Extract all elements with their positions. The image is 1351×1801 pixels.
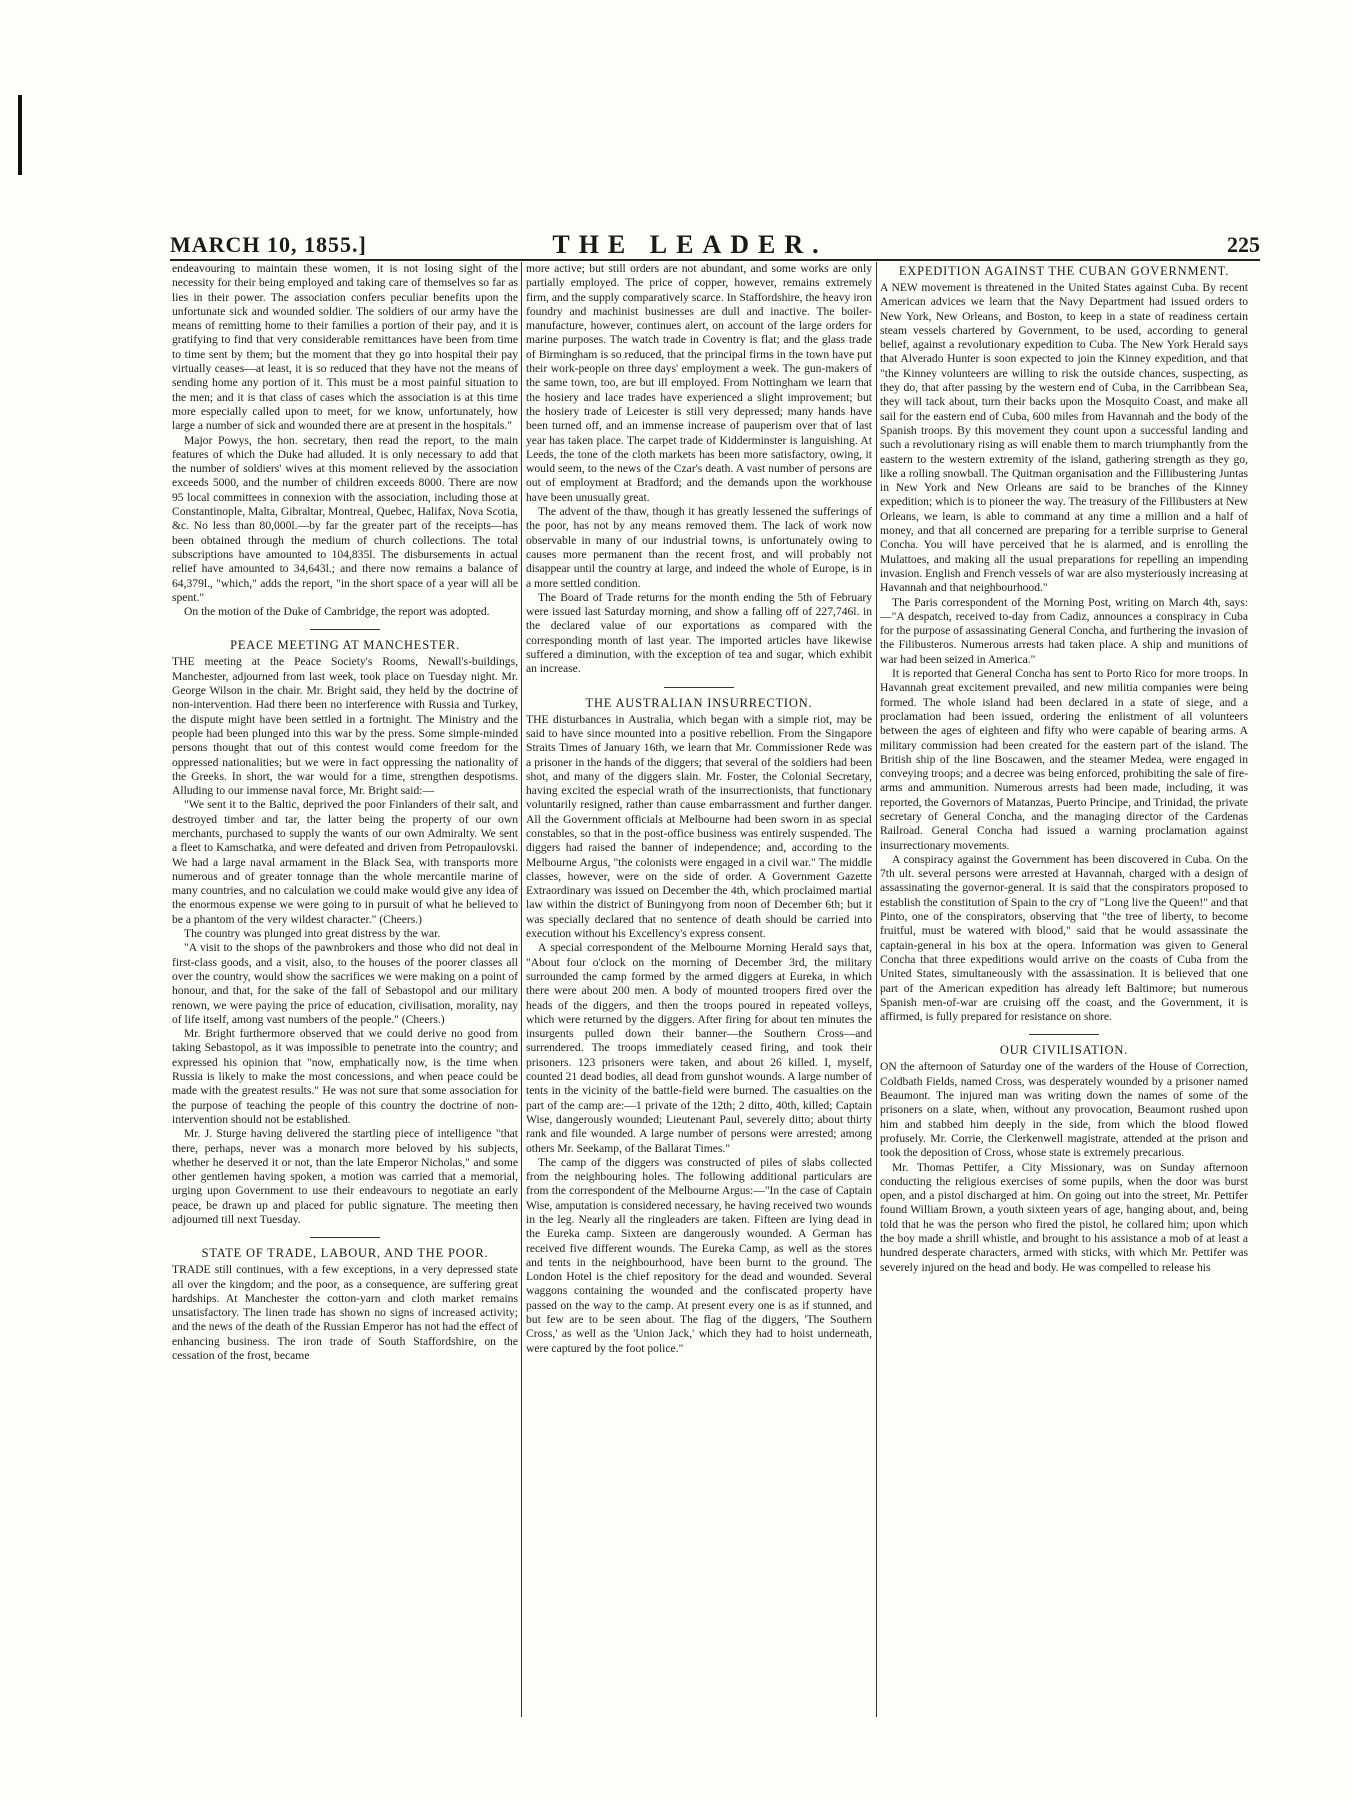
- section-divider: [1029, 1034, 1099, 1035]
- newspaper-title: THE LEADER.: [552, 230, 828, 259]
- article-paragraph: Mr. Bright furthermore observed that we could derive no good from taking Sebastopol, as it was impossible to penetrate into the country; and expressed his opinion that "now, emphatically now, is the time when Russia is likely to make the most concessions, and when peace could be made with the greatest results." He was not sure that some association for the purpose of teaching the people of this country the doctrine of non-intervention should not be established.: [172, 1027, 518, 1126]
- article-paragraph: more active; but still orders are not abundant, and some works are only partially employed. The price of copper, however, remains extremely firm, and the supply comparatively scarce. In Staffordshire, the heavy iron foundry and machinist businesses are dull and inactive. The boiler-manufacture, however, continues alert, on account of the large orders for marine purposes. The watch trade in Coventry is flat; and the glass trade of Birmingham is so reduced, that the principal firms in the town have put their work-people on three days' employment a week. The gun-makers of the same town, too, are but ill employed. From Nottingham we learn that the hosiery and lace trades have experienced a slight improvement; but the hosiery trade of Leicester is still very depressed; many hands have been turned off, and an immense increase of pauperism over that of last year has taken place. The carpet trade of Kidderminster is languishing. At Leeds, the tone of the cloth markets has been more satisfactory, owing, it would seem, to the news of the Czar's death. A vast number of persons are out of employment at Bradford; and the demands upon the workhouse have been unusually great.: [526, 262, 872, 504]
- article-paragraph: A NEW movement is threatened in the United States against Cuba. By recent American advices we learn that the Navy Department had issued orders to New York, New Orleans, and Boston, to keep in a state of readiness certain steam vessels chartered by Government, to be used, according to general belief, against a revolutionary expedition to Cuba. The New York Herald says that Alverado Hunter is soon expected to join the Kinney expedition, and that "the Kinney volunteers are willing to risk the outside chances, suspecting, as they do, that after passing by the western end of Cuba, in the Carribbean Sea, they will tack about, turn their backs upon the Mosquito Coast, and make all sail for the eastern end of Cuba, 600 miles from Havannah and the body of the Spanish troops. By this movement they count upon a successful landing and such a revolutionary rising as will enable them to march triumphantly from the eastern to the western extremity of the island, gathering strength as they go, like a rolling snowball. The Quitman organisation and the Fillibustering Juntas in New York and New Orleans are said to be branches of the Kinney expedition; which is to pioneer the way. The treasury of the Fillibusters at New Orleans, we learn, is able to command at any time a million and a half of money, and that all concerned are preparing for a terrible surprise to General Concha. You will have perceived that he is alarmed, and is enrolling the Mulattoes, and making all the usual preparations for repelling an impending invasion. English and French vessels of war are also mysteriously increasing at Havannah and that neighbourhood.": [880, 281, 1248, 595]
- column-rule: [876, 262, 877, 1717]
- article-quote: "A visit to the shops of the pawnbrokers and those who did not deal in first-class goods, and a visit, also, to the houses of the poorer classes all over the country, would show the sacrifices we were making on a point of honour, and that, for the sake of the fall of Sebastopol and our military renown, we were paying the price of education, civilisation, morality, nay of life itself, among vast numbers of the people." (Cheers.): [172, 941, 518, 1026]
- section-divider: [310, 1237, 380, 1238]
- article-heading: EXPEDITION AGAINST THE CUBAN GOVERNMENT.: [898, 264, 1230, 278]
- article-paragraph: On the motion of the Duke of Cambridge, the report was adopted.: [184, 605, 490, 619]
- section-divider: [310, 629, 380, 630]
- article-paragraph: THE meeting at the Peace Society's Rooms, Newall's-buildings, Manchester, adjourned from last week, took place on Tuesday night. Mr. George Wilson in the chair. Mr. Bright said, they held by the doctrine of non-intervention. Had there been no interference with Russia and Turkey, the dispute might have been settled in a fortnight. The Ministry and the people had been plunged into this war by the press. Some simple-minded persons thought that out of this contest would come freedom for the oppressed nationalities; but we were in fact oppressing the nationality of the Greeks. In short, the war would for a time, strengthen despotisms. Alluding to our immense naval force, Mr. Bright said:—: [172, 655, 518, 798]
- article-paragraph: The country was plunged into great distress by the war.: [184, 927, 441, 941]
- page-edge-mark: [18, 95, 22, 175]
- article-paragraph: Mr. Thomas Pettifer, a City Missionary, was on Sunday afternoon conducting the religious exercises of some pupils, when the door was burst open, and a pistol discharged at him. On going out into the street, Mr. Pettifer found William Brown, a youth sixteen years of age, hanging about, and, being told that he was the person who fired the pistol, he collared him; upon which the boy made a shrill whistle, and brought to his assistance a mob of at least a hundred desperate characters, armed with sticks, with which Mr. Pettifer was severely injured on the head and body. He was compelled to release his: [880, 1160, 1248, 1274]
- article-paragraph: TRADE still continues, with a few exceptions, in a very depressed state all over the kingdom; and the poor, as a consequence, are suffering great hardships. At Manchester the cotton-yarn and cloth market remains unsatisfactory. The linen trade has shown no signs of increased activity; and the news of the death of the Russian Emperor has not had the effect of enhancing business. The iron trade of South Staffordshire, on the cessation of the frost, became: [172, 1263, 518, 1363]
- article-paragraph: The advent of the thaw, though it has greatly lessened the sufferings of the poor, has not by any means removed them. The lack of work now observable in many of our industrial towns, is unfortunately owing to causes more permanent than the recent frost, and will probably not disappear until the country at large, and indeed the whole of Europe, is in a more settled condition.: [526, 505, 872, 590]
- section-divider: [664, 687, 734, 688]
- header-rule: [170, 259, 1260, 261]
- article-paragraph: A special correspondent of the Melbourne Morning Herald says that, "About four o'clock on the morning of December 3rd, the military surrounded the camp formed by the armed diggers at Eureka, in which there were about 200 men. A body of mounted troopers fired over the heads of the diggers, and then the troops poured in repeated volleys, which were returned by the diggers. After firing for about ten minutes the insurgents pulled down their banner—the Southern Cross—and surrendered. The troops immediately ceased firing, and took their prisoners. 123 prisoners were taken, and about 26 killed. I, myself, counted 21 dead bodies, all dead from gunshot wounds. A large number of tents in the vicinity of the battle-field were burned. The casualties on the part of the camp are:—1 private of the 12th; 2 ditto, 40th, killed; Captain Wise, dangerously wounded; Lieutenant Paul, severely ditto; about thirty rank and file wounded. A large number of persons were arrested; among others Mr. Seekamp, of the Ballarat Times.": [526, 941, 872, 1155]
- article-paragraph: It is reported that General Concha has sent to Porto Rico for more troops. In Havannah great excitement prevailed, and new militia companies were being formed. The whole island had been declared in a state of siege, and a proclamation had been issued, ordering the enlistment of all volunteers between the ages of eighteen and fifty who were capable of bearing arms. A military commission had been created for the eastern part of the island. The British ship of the line Boscawen, and the steamer Medea, were engaged in conveying troops; and a decree was being enforced, prohibiting the sale of fire-arms and ammunition. Numerous arrests had been made, including, it was reported, the Governors of Matanzas, Puerto Principe, and Trinidad, the private secretary of General Concha, and the managing director of the Cardenas Railroad. General Concha had issued a warning proclamation against insurrectionary movements.: [880, 667, 1248, 852]
- article-quote: "We sent it to the Baltic, deprived the poor Finlanders of their salt, and destroyed timber and tar, the latter being the property of our own merchants, purchased to supply the wants of our own Admiralty. We sent a fleet to Kamschatka, and were defeated and driven from Petropaulovski. We had a large naval armament in the Black Sea, with transports more numerous and of greater tonnage than the whole mercantile marine of many countries, and no calculation we could make would give any idea of the enormous expense we were going to in pursuit of what he believed to be a phantom of the very wildest character." (Cheers.): [172, 798, 518, 926]
- article-paragraph: The camp of the diggers was constructed of piles of slabs collected from the neighbouring holes. The following additional particulars are from the correspondent of the Melbourne Argus:—"In the case of Captain Wise, amputation is considered necessary, he having received two wounds in the leg. Nearly all the ringleaders are taken. Fifteen are lying dead in the Eureka camp. Sixteen are dangerously wounded. A German has received five different wounds. The Eureka Camp, as well as the stores and tents in the neighbourhood, have been burnt to the ground. The London Hotel is the chief repository for the dead and wounded. Several waggons containing the wounded and the confiscated property have passed on the way to the camp. At present every one is as if stunned, and but few are to be seen about. The flag of the diggers, 'The Southern Cross,' as well as the 'Union Jack,' which they had to hoist underneath, were captured by the foot police.": [526, 1155, 872, 1355]
- issue-date: MARCH 10, 1855.]: [170, 232, 367, 257]
- column-1: [172, 262, 518, 1722]
- article-heading: PEACE MEETING AT MANCHESTER.: [230, 638, 460, 653]
- article-paragraph: The Board of Trade returns for the month ending the 5th of February were issued last Saturday morning, and show a falling off of 227,746l. in the declared value of our exportations as compared with the corresponding month of last year. The imported articles have likewise suffered a diminution, with the exception of tea and sugar, which exhibit an increase.: [526, 590, 872, 676]
- article-paragraph: THE disturbances in Australia, which began with a simple riot, may be said to have since mounted into a positive rebellion. From the Singapore Straits Times of January 16th, we learn that Mr. Commissioner Rede was a prisoner in the hands of the diggers; that several of the soldiers had been shot, and many of the diggers slain. Mr. Foster, the Colonial Secretary, having excited the especial wrath of the insurrectionists, that functionary voluntarily resigned, rather than cause embarrassment and further danger. All the Government officials at Melbourne had been sworn in as special constables, so that in the post-office business was entirely suspended. The diggers had raised the banner of independence; and, according to the Melbourne Argus, "the colonists were engaged in a civil war." The middle classes, however, were on the side of order. A Government Gazette Extraordinary was issued on December the 4th, which proclaimed martial law within the district of Buningyong from noon of December 6th; but it was specially declared that no sentence of death should be carried into execution without his Excellency's express consent.: [526, 712, 872, 941]
- article-paragraph: Mr. J. Sturge having delivered the startling piece of intelligence "that there, perhaps, never was a monarch more beloved by his subjects, whether he deserved it or not, than the late Emperor Nicholas," and some other gentlemen having spoken, a motion was carried that a memorial, urging upon Government to use their endeavours to negotiate an early peace, be drawn up and placed for public signature. The meeting then adjourned till next Tuesday.: [172, 1127, 518, 1226]
- article-heading: STATE OF TRADE, LABOUR, AND THE POOR.: [201, 1246, 489, 1261]
- article-paragraph: ON the afternoon of Saturday one of the warders of the House of Correction, Coldbath Fields, named Cross, was desperately wounded by a prisoner named Beaumont. The injured man was writing down the names of some of the prisoners on a slate, when, without any provocation, Beaumont rushed upon him and stabbed him deeply in the side, from which the blood flowed profusely. Mr. Corrie, the Clerkenwell magistrate, attended at the prison and took the deposition of Cross, whose state is extremely precarious.: [880, 1060, 1248, 1160]
- page-number: 225: [1227, 232, 1260, 257]
- column-rule: [521, 262, 522, 1717]
- article-paragraph: endeavouring to maintain these women, it is not losing sight of the necessity for their being employed and taking care of themselves so far as lies in their power. The association confers peculiar benefits upon the unfortunate sick and wounded soldier. The soldiers of our army have the means of remitting home to their families a portion of their pay, and it is gratifying to find that very considerable remittances have been from time to time sent by them; but the moment that they go into hospital their pay virtually ceases—at least, it is so reduced that they have not the means of sending home any portion of it. This must be a most painful situation to the men; and it is that class of cases which the association is at this time more especially called upon to meet, for we know, unfortunately, how large a number of sick and wounded there are at present in the hospitals.": [172, 262, 518, 433]
- article-paragraph: Major Powys, the hon. secretary, then read the report, to the main features of which the Duke had alluded. It is only necessary to add that the number of soldiers' wives at this moment relieved by the association exceeds 5000, and the number of children exceeds 8000. There are now 95 local committees in connexion with the association, including those at Constantinople, Malta, Gibraltar, Montreal, Quebec, Halifax, Nova Scotia, &c. No less than 80,000l.—by far the greater part of the receipts—has been obtained through the medium of church collections. The total subscriptions have amounted to 104,835l. The disbursements in actual relief have amounted to 34,643l.; and there now remains a balance of 64,379l., "which," adds the report, "in the short space of a year will all be spent.": [172, 433, 518, 604]
- article-paragraph: A conspiracy against the Government has been discovered in Cuba. On the 7th ult. several persons were arrested at Havannah, charged with a design of assassinating the governor-general. It is said that the conspirators proposed to establish the constitution of Spain to the cry of "Long live the Queen!" and that Pinto, one of the conspirators, observing that "the tree of liberty, to become fruitful, must be watered with blood," said that he would assassinate the captain-general in his box at the opera. Information was given to General Concha that three expeditions would arrive on the coasts of Cuba from the United States, simultaneously with the assassination. It is believed that one part of the American expedition has already left Baltimore; but numerous Spanish men-of-war are cruising off the coast, and the Government, it is affirmed, is fully prepared for resistance on shore.: [880, 852, 1248, 1024]
- column-2: [526, 262, 872, 1722]
- column-3: [880, 262, 1248, 1722]
- article-heading: THE AUSTRALIAN INSURRECTION.: [585, 695, 813, 710]
- article-paragraph: The Paris correspondent of the Morning Post, writing on March 4th, says:—"A despatch, received to-day from Cadiz, announces a conspiracy in Cuba for the purpose of assassinating General Concha, and furthering the invasion of the Filibusteros. Numerous arrests had taken place. A ship and munitions of war had been seized in America.": [880, 595, 1248, 666]
- article-heading: OUR CIVILISATION.: [999, 1043, 1129, 1058]
